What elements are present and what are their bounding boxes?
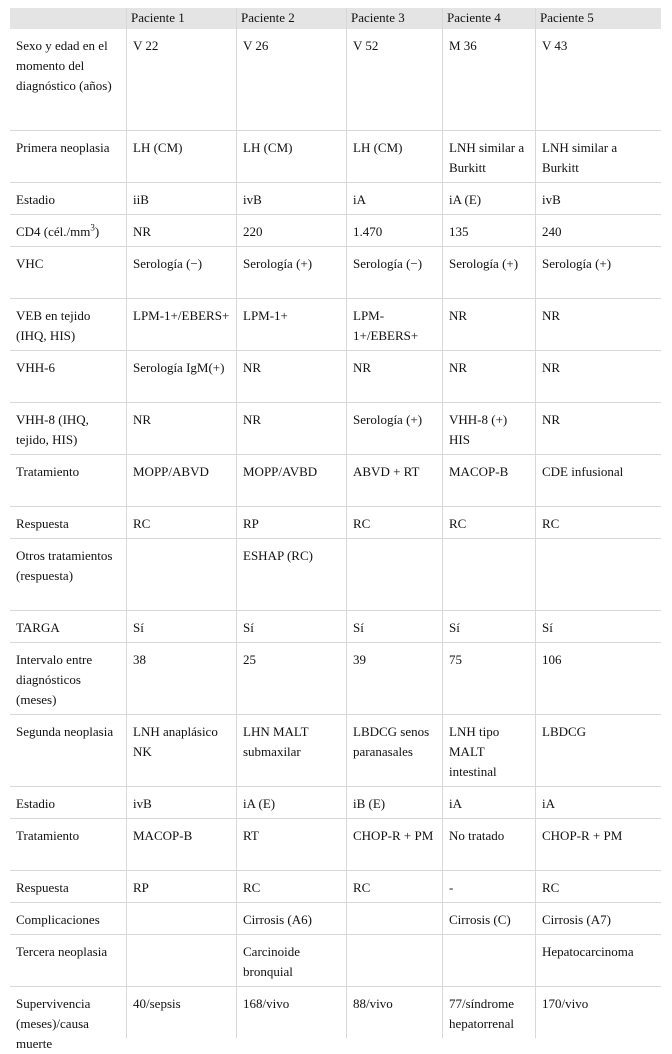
row-label-cell: Supervivencia (meses)/causa muerte [10, 987, 127, 1038]
table-cell: iB (E) [347, 787, 443, 818]
table-cell: 40/sepsis [127, 987, 237, 1038]
row-label-cell: Intervalo entre diagnósticos (meses) [10, 643, 127, 714]
table-row [10, 403, 661, 455]
table-cell: Hepatocarcinoma [542, 944, 634, 959]
table-cell: MACOP-B [127, 819, 237, 870]
table-cell: LPM-1+/EBERS+ [347, 299, 443, 350]
table-cell: RC [347, 871, 443, 902]
superscript: 3 [90, 222, 95, 233]
table-cell: Cirrosis (A6) [237, 903, 347, 934]
table-cell: LPM-1+ [237, 299, 347, 350]
table-cell: NR [127, 215, 237, 246]
table-row [10, 247, 661, 299]
row-label-cell: VEB en tejido (IHQ, HIS) [10, 299, 127, 350]
table-cell: CHOP-R + PM [347, 819, 443, 870]
header-cell: Paciente 3 [347, 8, 443, 29]
table-cell [127, 539, 237, 610]
table-cell: LBDCG [542, 724, 587, 739]
row-label-cell: Tercera neoplasia [10, 935, 127, 986]
table-row [10, 871, 661, 903]
table-cell: iA [443, 787, 536, 818]
table-cell: Serología (+) [443, 247, 536, 298]
table-row [10, 819, 661, 871]
table-cell: NR [237, 403, 347, 454]
row-label-cell: Sexo y edad en el momento del diagnóstico (años) [10, 29, 127, 130]
table-cell: 220 [237, 215, 347, 246]
table-cell: NR [127, 403, 237, 454]
table-cell: Carcinoide bronquial [237, 935, 347, 986]
table-cell: LH (CM) [127, 131, 237, 182]
table-cell: 38 [127, 643, 237, 714]
table-cell: CHOP-R + PM [542, 828, 623, 843]
table-cell: LBDCG senos paranasales [347, 715, 443, 786]
table-cell: RP [237, 507, 347, 538]
row-label-cell: CD4 $(cél./mm^3)$ [10, 215, 127, 246]
table-cell: LH (CM) [237, 131, 347, 182]
table-cell: ivB [542, 192, 561, 207]
header-cell [10, 8, 127, 29]
table-cell: M 36 [443, 29, 536, 130]
header-cell: Paciente 5 [540, 10, 594, 25]
table-row [10, 131, 661, 183]
table-row [10, 29, 661, 131]
table-cell: ESHAP (RC) [237, 539, 347, 610]
table-cell: 88/vivo [347, 987, 443, 1038]
table-cell [347, 903, 443, 934]
table-cell: 240 [542, 224, 562, 239]
table-cell: NR [237, 351, 347, 402]
table-cell: 1.470 [347, 215, 443, 246]
data-table [10, 8, 661, 1051]
table-cell: Sí [347, 611, 443, 642]
table-cell: MOPP/ABVD [127, 455, 237, 506]
table-cell: Serología (−) [347, 247, 443, 298]
table-cell: LNH similar a Burkitt [443, 131, 536, 182]
table-cell: Sí [443, 611, 536, 642]
row-label-cell: Estadio [10, 183, 127, 214]
table-cell: V 22 [127, 29, 237, 130]
table-row [10, 215, 661, 247]
table-row [10, 299, 661, 351]
table-cell: Serología (−) [127, 247, 237, 298]
table-cell: NR [443, 351, 536, 402]
table-cell: Cirrosis (C) [443, 903, 536, 934]
table-header-row [10, 8, 661, 29]
row-label-cell: VHH-6 [10, 351, 127, 402]
row-label-cell: Estadio [10, 787, 127, 818]
table-cell: CDE infusional [542, 464, 624, 479]
table-cell: LNH similar a Burkitt [542, 140, 618, 175]
table-cell: RP [127, 871, 237, 902]
table-cell: NR [542, 308, 561, 323]
table-cell: NR [443, 299, 536, 350]
row-label-cell: VHH-8 (IHQ, tejido, HIS) [10, 403, 127, 454]
table-cell: ivB [237, 183, 347, 214]
table-row [10, 183, 661, 215]
table-cell: 135 [443, 215, 536, 246]
table-cell: iA (E) [443, 183, 536, 214]
table-cell: - [443, 871, 536, 902]
table-row [10, 539, 661, 611]
table-cell: MACOP-B [443, 455, 536, 506]
table-cell: RC [443, 507, 536, 538]
table-cell: Serología (+) [347, 403, 443, 454]
table-cell: Serología (+) [542, 256, 612, 271]
table-cell: LPM-1+/EBERS+ [127, 299, 237, 350]
table-cell: ABVD + RT [347, 455, 443, 506]
table-cell: 170/vivo [542, 996, 589, 1011]
table-cell: Sí [542, 620, 553, 635]
table-row [10, 903, 661, 935]
row-label-cell: Tratamiento [10, 455, 127, 506]
table-cell: LNH tipo MALT intestinal [443, 715, 536, 786]
table-cell: MOPP/AVBD [237, 455, 347, 506]
table-cell [443, 539, 536, 610]
table-cell: RC [347, 507, 443, 538]
table-cell [127, 935, 237, 986]
table-row [10, 507, 661, 539]
table-cell: Cirrosis (A7) [542, 912, 611, 927]
table-cell: NR [542, 360, 561, 375]
table-cell: LHN MALT submaxilar [237, 715, 347, 786]
row-label-cell: VHC [10, 247, 127, 298]
table-cell: 168/vivo [237, 987, 347, 1038]
table-cell: RC [237, 871, 347, 902]
table-body [10, 29, 661, 1051]
table-cell: 75 [443, 643, 536, 714]
table-cell: iA [347, 183, 443, 214]
table-cell [443, 935, 536, 986]
table-row [10, 611, 661, 643]
table-cell: 77/síndrome hepatorrenal [443, 987, 536, 1038]
table-cell: LH (CM) [347, 131, 443, 182]
table-row [10, 455, 661, 507]
table-cell: V 43 [542, 38, 568, 53]
table-cell: No tratado [443, 819, 536, 870]
table-row [10, 643, 661, 715]
table-cell: RT [237, 819, 347, 870]
table-cell: 39 [347, 643, 443, 714]
row-label-cell: Primera neoplasia [10, 131, 127, 182]
table-cell: V 52 [347, 29, 443, 130]
header-cell: Paciente 4 [443, 8, 536, 29]
table-cell [536, 539, 661, 610]
row-label-cell: TARGA [10, 611, 127, 642]
table-row [10, 715, 661, 787]
table-cell: Serología (+) [237, 247, 347, 298]
table-row [10, 987, 661, 1051]
table-cell [127, 903, 237, 934]
table-cell: 106 [542, 652, 562, 667]
table-cell: NR [542, 412, 561, 427]
row-label-cell: Respuesta [10, 507, 127, 538]
row-label-cell: Tratamiento [10, 819, 127, 870]
table-cell: LNH anaplásico NK [127, 715, 237, 786]
row-label-cell: Segunda neoplasia [10, 715, 127, 786]
table-cell: iA [542, 796, 555, 811]
table-cell: RC [542, 516, 560, 531]
table-cell [347, 539, 443, 610]
header-cell: Paciente 1 [127, 8, 237, 29]
table-cell: 25 [237, 643, 347, 714]
table-cell: ivB [127, 787, 237, 818]
table-cell [347, 935, 443, 986]
row-label-cell: Respuesta [10, 871, 127, 902]
table-cell: RC [542, 880, 560, 895]
row-label-cell: Otros tratamientos (respuesta) [10, 539, 127, 610]
table-cell: Sí [237, 611, 347, 642]
table-cell: NR [347, 351, 443, 402]
header-cell: Paciente 2 [237, 8, 347, 29]
table-cell: V 26 [237, 29, 347, 130]
table-cell: iA (E) [237, 787, 347, 818]
row-label-cell: Complicaciones [10, 903, 127, 934]
table-row [10, 351, 661, 403]
table-row [10, 935, 661, 987]
table-cell: VHH-8 (+) HIS [443, 403, 536, 454]
table-row [10, 787, 661, 819]
table-cell: iiB [127, 183, 237, 214]
table-cell: Sí [127, 611, 237, 642]
table-cell: RC [127, 507, 237, 538]
table-cell: Serología IgM(+) [127, 351, 237, 402]
